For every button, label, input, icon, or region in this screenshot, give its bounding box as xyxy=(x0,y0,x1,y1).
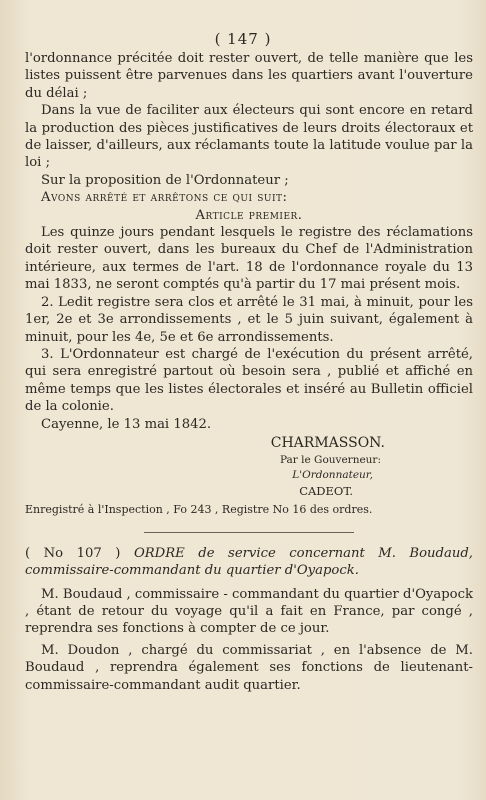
signature-par-le: Par le Gouverneur: xyxy=(279,454,381,467)
order-title: ORDRE de service concernant M. Boudaud, commissaire-commandant du quartier d'Oyapock. xyxy=(25,545,473,579)
page-number: ( 147 ) xyxy=(214,30,272,48)
article-paragraph: Les quinze jours pendant lesquels le registre des réclamations doit rester ouvert, dans les bureaux du Chef de l'Administration intérieure, aux termes de l'art. 18 de l'ordonnance royale du 13 mai 1833, ne seront comptés qu'à partir du 17 mai présent mois. xyxy=(25,225,473,293)
signature-role: L'Ordonnateur, xyxy=(292,469,373,482)
signature-countersign: CADEOT. xyxy=(299,484,353,499)
order-paragraph: M. Boudaud , commissaire - commandant du quartier d'Oyapock , étant de retour du voyage qu'il a fait en France, par congé , reprendra ses fonctions à compter de ce jour. xyxy=(25,586,473,637)
paragraph: Sur la proposition de l'Ordonnateur ; xyxy=(41,172,289,188)
article-paragraph: 2. Ledit registre sera clos et arrêté le 31 mai, à minuit, pour les 1er, 2e et 3e arrondissements , et le 5 juin suivant, également à minuit, pour les 4e, 5e et 6e arrondissements. xyxy=(25,294,473,345)
order-title-block xyxy=(25,545,473,580)
avons-line: Avons arrêté et arrêtons ce qui suit: xyxy=(41,190,288,206)
registration-line: Enregistré à l'Inspection , Fo 243 , Registre No 16 des ordres. xyxy=(25,503,373,517)
paragraph: l'ordonnance précitée doit rester ouvert, de telle manière que les listes puissent être parvenues dans les quartiers avant l'ouverture du délai ; xyxy=(25,51,473,101)
order-number: ( No 107 ) xyxy=(25,545,121,561)
order-paragraph: M. Doudon , chargé du commissariat , en l'absence de M. Boudaud , reprendra également ses fonctions de lieutenant-commissaire-commandant audit quartier. xyxy=(25,642,473,693)
paragraph: Dans la vue de faciliter aux électeurs qui sont encore en retard la production des pièces justificatives de leurs droits électoraux et de laisser, d'ailleurs, aux réclamants toute la latitude voulue par la loi ; xyxy=(25,103,473,171)
date-line: Cayenne, le 13 mai 1842. xyxy=(41,416,212,432)
page-body xyxy=(25,50,473,694)
article-heading: Article premier. xyxy=(195,207,303,223)
article-paragraph: 3. L'Ordonnateur est chargé de l'exécution du présent arrêté, qui sera enregistré partout où besoin sera , publié et affiché en même temps que les listes électorales et inséré au Bulletin officiel de la colonie. xyxy=(25,346,473,415)
section-divider xyxy=(144,532,354,533)
signature-name: CHARMASSON. xyxy=(270,434,385,451)
